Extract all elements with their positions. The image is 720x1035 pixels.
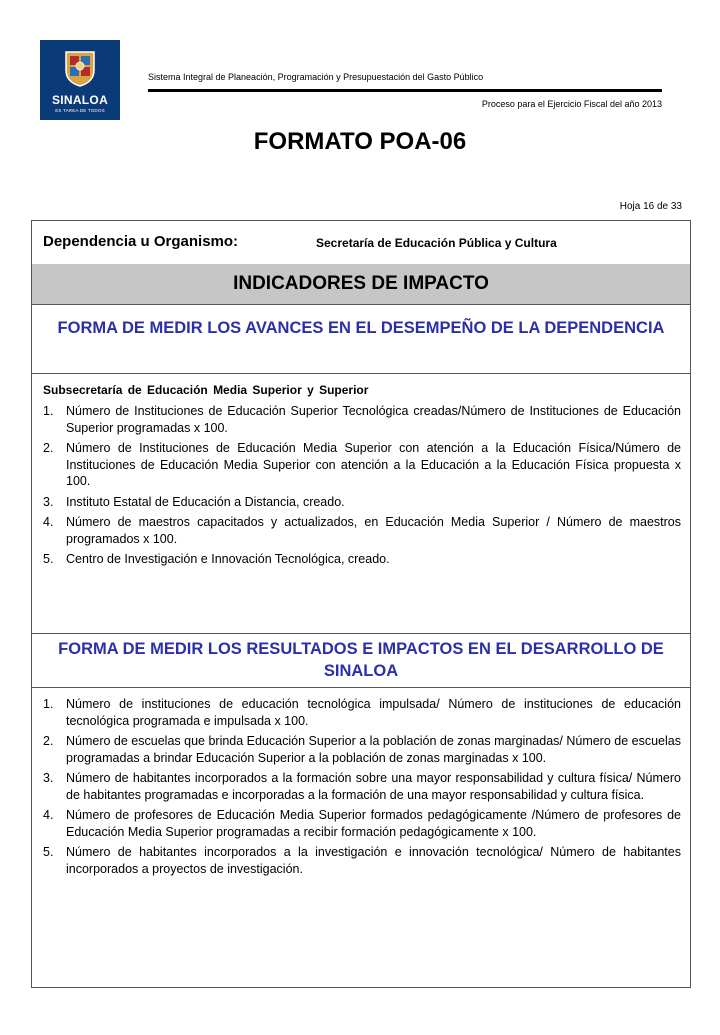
item-number: 2.: [43, 734, 54, 748]
performance-indicator-list: [43, 403, 681, 568]
section-results-body: [43, 696, 681, 881]
item-text: Número de Instituciones de Educación Media Superior con atención a la Educación Física/Número de Instituciones de Educación Media Superior con atención a la Educación a la Educación Física propuesta x 100.: [66, 441, 681, 488]
subsecretariat-heading: Subsecretaría de Educación Media Superior y Superior: [43, 383, 369, 397]
system-title: Sistema Integral de Planeación, Programación y Presupuestación del Gasto Público: [148, 72, 484, 82]
item-text: Número de Instituciones de Educación Superior Tecnológica creadas/Número de Instituciones de Educación Superior programadas x 100.: [66, 404, 681, 435]
dependency-row: [32, 221, 690, 265]
impact-indicators-band: INDICADORES DE IMPACTO: [32, 264, 690, 305]
logo-motto-text: ES TAREA DE TODOS: [55, 108, 105, 113]
coat-of-arms-icon: [62, 48, 98, 88]
item-text: Número de profesores de Educación Media Superior formados pedagógicamente /Número de profesores de Educación Media Superior programadas a recibir formación pedagógicamente x 100.: [66, 808, 681, 839]
list-item: [43, 494, 681, 511]
list-item: [43, 440, 681, 490]
item-number: 4.: [43, 808, 54, 822]
list-item: [43, 514, 681, 547]
item-number: 3.: [43, 771, 54, 785]
item-number: 1.: [43, 697, 54, 711]
section-results-heading: FORMA DE MEDIR LOS RESULTADOS E IMPACTOS EN EL DESARROLLO DE SINALOA: [32, 633, 690, 688]
process-label: Proceso para el Ejercicio Fiscal del año 2013: [481, 99, 662, 109]
item-number: 4.: [43, 515, 54, 529]
document-title: FORMATO POA-06: [253, 128, 467, 155]
list-item: [43, 770, 681, 803]
sinaloa-logo: [40, 40, 120, 120]
item-text: Número de maestros capacitados y actualizados, en Educación Media Superior / Número de maestros programados x 100.: [66, 515, 681, 546]
item-number: 3.: [43, 494, 54, 509]
item-text: Centro de Investigación e Innovación Tecnológica, creado.: [66, 552, 390, 566]
list-item: [43, 733, 681, 766]
list-item: [43, 696, 681, 729]
item-number: 1.: [43, 404, 54, 418]
results-indicator-list: [43, 696, 681, 877]
item-text: Número de instituciones de educación tecnológica impulsada/ Número de instituciones de educación tecnológica programada e impulsada x 100.: [66, 697, 681, 728]
dependency-value: Secretaría de Educación Pública y Cultura: [316, 236, 557, 250]
form-frame: [31, 220, 691, 988]
section-performance-body: [43, 383, 681, 572]
item-number: 2.: [43, 441, 54, 455]
list-item: [43, 403, 681, 436]
dependency-label: Dependencia u Organismo:: [43, 233, 239, 250]
item-number: 5.: [43, 552, 54, 566]
item-number: 5.: [43, 845, 54, 859]
header-divider: [148, 89, 662, 92]
item-text: Número de habitantes incorporados a la investigación e innovación tecnológica/ Número de habitantes incorporados a proyectos de investigación.: [66, 845, 681, 876]
item-text: Número de habitantes incorporados a la formación sobre una mayor responsabilidad y cultura física/ Número de habitantes programadas e incorporadas a la formación de una mayor responsabilidad y cultura física.: [66, 771, 681, 802]
sheet-number: Hoja 16 de 33: [619, 201, 682, 212]
item-text: Instituto Estatal de Educación a Distancia, creado.: [66, 494, 345, 509]
list-item: [43, 551, 681, 568]
list-item: [43, 807, 681, 840]
section-performance-heading: FORMA DE MEDIR LOS AVANCES EN EL DESEMPEÑO DE LA DEPENDENCIA: [32, 305, 690, 374]
list-item: [43, 844, 681, 877]
logo-brand-text: SINALOA: [51, 93, 109, 107]
item-text: Número de escuelas que brinda Educación Superior a la población de zonas marginadas/ Número de escuelas programadas a brindar Educación Superior a la población de zonas marginadas x 100.: [66, 734, 681, 765]
